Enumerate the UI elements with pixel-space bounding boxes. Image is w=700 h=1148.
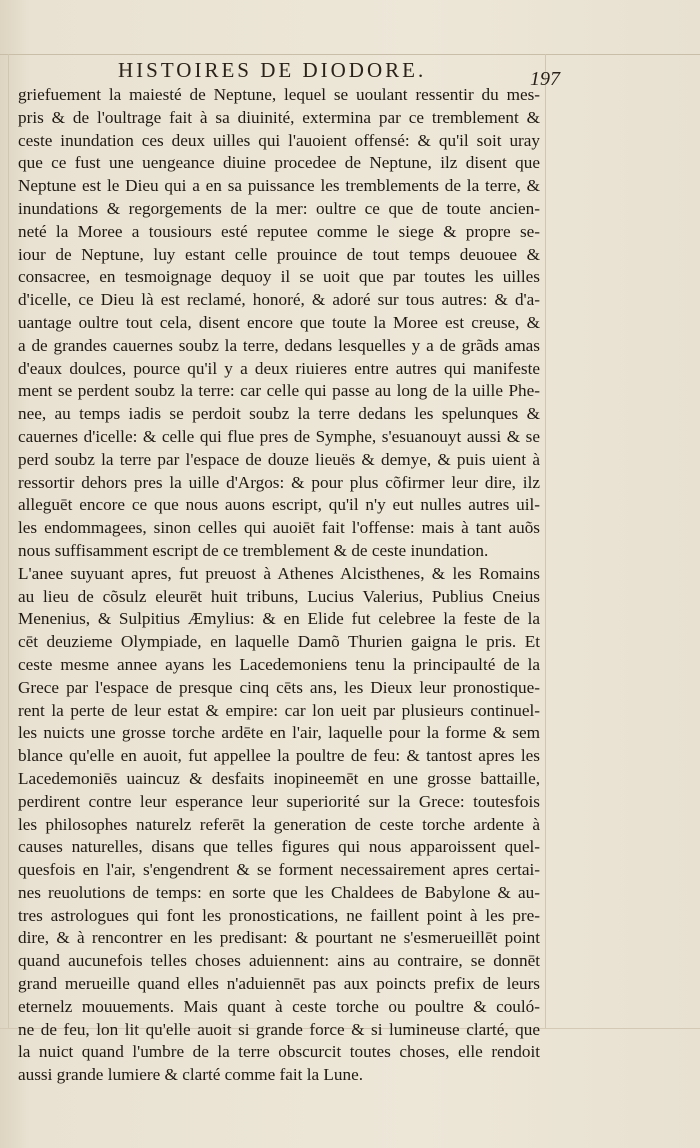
text-line: les philosophes naturelz referēt la generation de ceste torche ardente à [18, 814, 540, 834]
text-line: quesfois en l'air, s'engendrent & se forment necessairement apres certai- [18, 860, 540, 880]
text-line: perdirent contre leur esperance leur superiorité sur la Grece: toutesfois [18, 791, 540, 811]
text-line: nous suffisamment escript de ce tremblement & de ceste inundation. [18, 540, 489, 560]
running-header: HISTOIRES DE DIODORE. [118, 58, 427, 82]
text-line: ne de feu, lon lit qu'elle auoit si grande force & si lumineuse clarté, que [18, 1019, 540, 1039]
text-line: Lacedemoniēs uaincuz & desfaits inopineemēt en une grosse battaille, [18, 768, 540, 788]
text-line: nes reuolutions de temps: en sorte que les Chaldees de Babylone & au- [18, 882, 540, 902]
text-line: griefuement la maiesté de Neptune, lequel se uoulant ressentir du mes- [18, 85, 540, 104]
right-margin-line [545, 54, 546, 1029]
text-line: grand merueille quand elles n'aduiennēt pas aux poincts prefix de leurs [18, 974, 540, 994]
text-line: nee, au temps iadis se perdoit soubz la terre dedans les spelunques & [18, 404, 540, 424]
text-line: inundations & regorgements de la mer: oultre ce que de toute ancien- [18, 198, 540, 218]
text-line: blance qu'elle en auoit, fut appellee la poultre de feu: & tantost apres les [18, 746, 540, 766]
page-number: 197 [530, 68, 560, 90]
text-line: Grece par l'espace de presque cinq cēts ans, les Dieux leur pronostique- [18, 677, 540, 697]
text-line: ceste mesme annee ayans les Lacedemoniens tenu la principaulté de la [18, 654, 540, 674]
text-line: cauernes d'icelle: & celle qui flue pres de Symphe, s'esuanouyt aussi & se [18, 426, 540, 446]
text-line: L'anee suyuant apres, fut preuost à Athenes Alcisthenes, & les Romains [18, 563, 540, 583]
text-line: aussi grande lumiere & clarté comme fait la Lune. [18, 1065, 364, 1085]
text-line: que ce fust une uengeance diuine procedee de Neptune, ilz disent que [18, 153, 540, 173]
text-line: causes naturelles, disans que telles figures qui nous apparoissent quel- [18, 837, 540, 857]
text-line: d'eaux doulces, pource qu'il y a deux riuieres entre autres qui manifeste [18, 358, 540, 378]
text-line: iour de Neptune, luy estant celle prouince de tout temps deuouee & [18, 244, 540, 264]
text-line: quand aucunefois telles choses aduiennent: ains au contraire, se donnēt [18, 951, 540, 971]
text-line: a de grandes cauernes soubz la terre, dedans lesquelles y a de grãds amas [18, 335, 540, 355]
text-line: dire, & à rencontrer en les predisant: & pourtant ne s'esmerueillēt point [18, 928, 540, 948]
text-line: eternelz mouuements. Mais quant à ceste torche ou poultre & couló- [18, 996, 540, 1016]
text-line: les nuicts une grosse torche ardēte en l'air, laquelle pour la forme & sem [18, 723, 540, 743]
text-line: au lieu de cõsulz eleurēt huit tribuns, Lucius Valerius, Publius Cneius [18, 586, 540, 606]
text-line: alleguēt encore ce que nous auons escript, qu'il n'y eut nulles autres uil- [18, 495, 540, 515]
top-rule [0, 54, 700, 55]
text-line: ceste inundation ces deux uilles qui l'auoient offensé: & qu'il soit uray [18, 130, 540, 150]
left-margin-line [8, 54, 9, 1029]
text-line: Neptune est le Dieu qui a en sa puissance les tremblements de la terre, & [18, 176, 540, 196]
text-line: d'icelle, ce Dieu là est reclamé, honoré, & adoré sur tous autres: & d'a- [18, 290, 540, 310]
text-line: consacree, en tesmoignage dequoy il se uoit que par toutes les uilles [18, 267, 540, 287]
text-line: les endommagees, sinon celles qui auoiēt fait l'offense: mais à tant auõs [18, 518, 540, 538]
text-line: ment se perdent soubz la terre: car celle qui passe au long de la uille Phe- [18, 381, 540, 401]
text-line: uantage oultre tout cela, disent encore que toute la Moree est creuse, & [18, 312, 540, 332]
body-text [18, 84, 540, 1087]
text-line: la nuict quand l'umbre de la terre obscurcit toutes choses, elle rendoit [18, 1042, 540, 1062]
text-line: ressortir dehors pres la uille d'Argos: & pour plus cõfirmer leur dire, ilz [18, 472, 540, 492]
text-line: perd soubz la terre par l'espace de douze lieuës & demye, & puis uient à [18, 449, 540, 469]
text-line: rent la perte de leur estat & empire: car lon ueit par plusieurs continuel- [18, 700, 540, 720]
text-line: neté la Moree a tousiours esté reputee comme le siege & propre se- [18, 221, 540, 241]
text-line: cēt deuzieme Olympiade, en laquelle Damõ Thurien gaigna le pris. Et [18, 632, 540, 652]
text-line: Menenius, & Sulpitius Æmylius: & en Elide fut celebree la feste de la [18, 609, 540, 629]
text-line: tres astrologues qui font les pronostications, ne faillent point à les pre- [18, 905, 540, 925]
text-line: pris & de l'oultrage fait à sa diuinité, extermina par ce tremblement & [18, 107, 540, 127]
